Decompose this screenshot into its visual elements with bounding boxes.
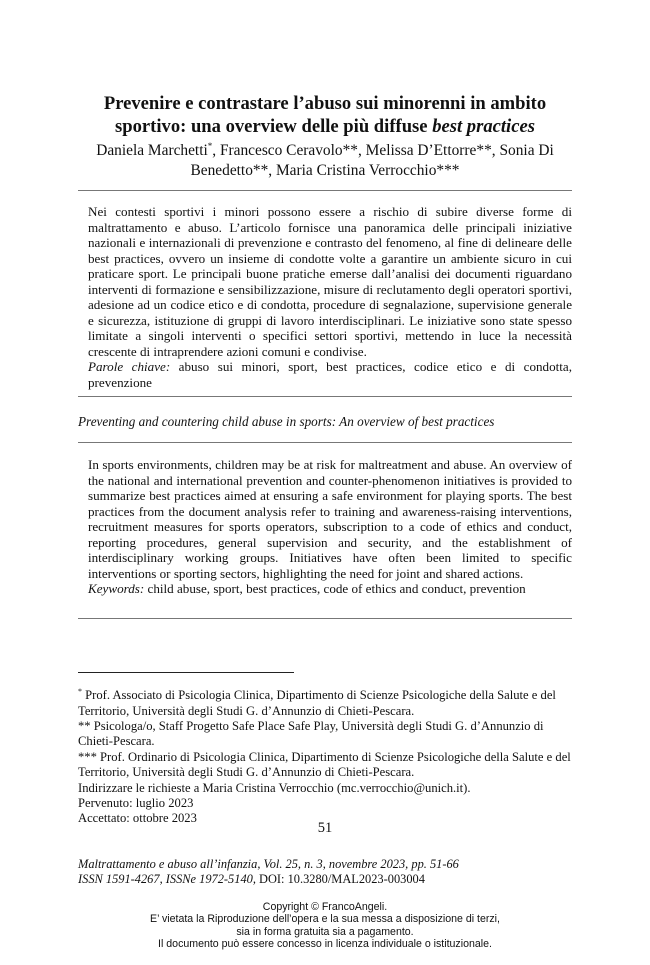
article-title: [60, 92, 590, 138]
footnotes: [78, 684, 580, 827]
title-line-2: [60, 115, 590, 138]
journal-ids: [78, 872, 598, 887]
abstract-en-text: In sports environments, children may be at risk for maltreatment and abuse. An overview of the national and international prevention and counter-phenomenon initiatives is provided to summarize best practices aimed at ensuring a safe environment for playing sports. The best practices from the document analysis refer to training and awareness-raising interventions, recruitment measures for sports operators, subscription to a code of ethics and conduct, reporting procedures, general supervision and security, and the establishment of interdisciplinary working groups. Initiatives have often been limited to specific interventions or sporting sectors, highlighting the need for joint and shared actions.: [88, 457, 572, 581]
title-line-1: Prevenire e contrastare l’abuso sui minorenni in ambito: [103, 93, 547, 114]
received-date: Pervenuto: luglio 2023: [78, 796, 194, 811]
copyright-notice: [0, 901, 650, 950]
english-title: Preventing and countering child abuse in sports: An overview of best practices: [78, 414, 495, 429]
page-number: 51: [317, 820, 333, 836]
footnote-3: *** Prof. Ordinario di Psicologia Clinica, Dipartimento di Scienze Psicologiche della Salute e del Territorio, Università degli Studi G. d’Annunzio di Chieti-Pescara.: [78, 749, 571, 780]
copyright-line-2: E’ vietata la Riproduzione dell’opera e la sua messa a disposizione di terzi,: [150, 913, 500, 926]
abstract-english: [88, 457, 572, 597]
author-list: [55, 136, 595, 181]
rule-before-en-abstract: [78, 442, 572, 443]
keywords-en-label: Keywords:: [88, 581, 145, 596]
footnote-1-mark: *: [78, 687, 82, 696]
abstract-italian: [88, 204, 572, 390]
copyright-line-4: Il documento può essere concesso in licenza individuale o istituzionale.: [158, 937, 492, 950]
copyright-line-1: Copyright © FrancoAngeli.: [262, 901, 388, 913]
abstract-en-keywords: [88, 581, 572, 597]
journal-citation: [78, 857, 598, 887]
footnote-1-text: Prof. Associato di Psicologia Clinica, Dipartimento di Scienze Psicologiche della Salute e del Territorio, Università degli Studi G. d’Annunzio di Chieti-Pescara.: [78, 688, 556, 718]
title-line-2-text: sportivo: una overview delle più diffuse: [115, 116, 433, 137]
journal-issn: ISSN 1591-4267, ISSNe 1972-5140,: [78, 872, 256, 886]
footnote-1: [78, 684, 580, 719]
rule-after-it-abstract: [78, 396, 572, 397]
abstract-it-keywords: [88, 359, 572, 390]
accepted-date: Accettato: ottobre 2023: [78, 811, 197, 826]
contact-note: Indirizzare le richieste a Maria Cristina Verrocchio (mc.verrocchio@unich.it).: [78, 780, 471, 795]
keywords-it-values: abuso sui minori, sport, best practices, codice etico e di condotta, prevenzione: [88, 359, 572, 390]
journal-doi: DOI: 10.3280/MAL2023-003004: [255, 872, 425, 886]
abstract-it-text: Nei contesti sportivi i minori possono essere a rischio di subire diverse forme di maltrattamento e abuso. L’articolo fornisce una panoramica delle principali iniziative nazionali e internazionali di prevenzione e contrasto del fenomeno, al fine di delineare delle best practices, ovvero un insieme di condotte volte a garantire un ambiente sicuro in cui praticare sport. Le principali buone pratiche emerse dall’analisi dei documenti riguardano interventi di formazione e sensibilizzazione, misure di reclutamento degli operatori sportivi, adesione ad un codice etico e di condotta, procedure di segnalazione, supervisione generale e sicurezza, istituzione di gruppi di lavoro interdisciplinari. Le iniziative sono state spesso limitate a singoli interventi o specifici settori sportivi, mettendo in luce la necessità crescente di intraprendere azioni comuni e condivise.: [88, 204, 572, 359]
footnote-2: ** Psicologa/o, Staff Progetto Safe Place Safe Play, Università degli Studi G. d’Annunzio di Chieti-Pescara.: [78, 719, 544, 749]
copyright-line-3: sia in forma gratuita sia a pagamento.: [236, 925, 414, 938]
footnote-separator: [78, 672, 294, 673]
journal-info: Maltrattamento e abuso all’infanzia, Vol. 25, n. 3, novembre 2023, pp. 51-66: [78, 857, 459, 871]
title-line-2-italic: best practices: [432, 116, 535, 137]
keywords-it-label: Parole chiave:: [88, 359, 171, 374]
rule-after-en-abstract: [78, 618, 572, 619]
author-1-mark: *: [207, 141, 213, 151]
keywords-en-values: child abuse, sport, best practices, code of ethics and conduct, prevention: [144, 581, 526, 596]
other-authors: , Francesco Ceravolo**, Melissa D’Ettorre**, Sonia Di Benedetto**, Maria Cristina Verrocchio***: [190, 142, 554, 180]
rule-top: [78, 190, 572, 191]
author-1: Daniela Marchetti: [96, 142, 208, 160]
